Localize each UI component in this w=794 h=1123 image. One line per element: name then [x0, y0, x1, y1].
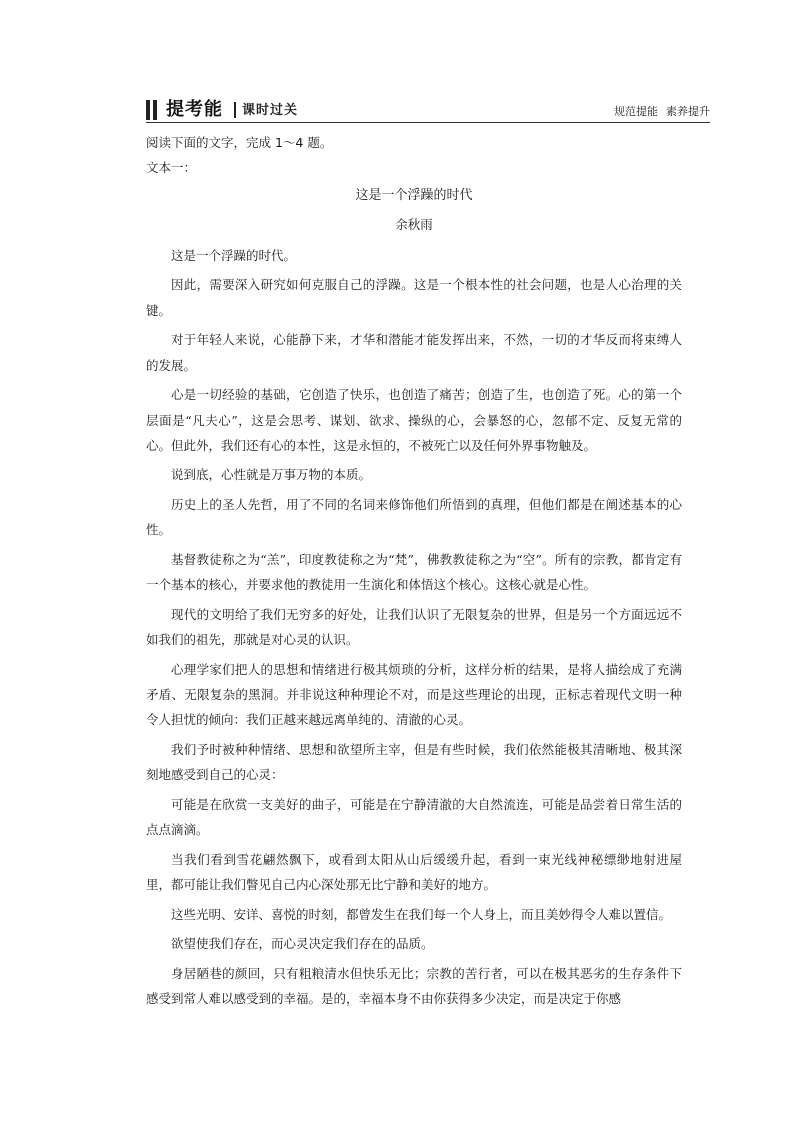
paragraph: 心是一切经验的基础，它创造了快乐，也创造了痛苦；创造了生，也创造了死。心的第一个层面是“凡夫心”，这是会思考、谋划、欲求、操纵的心，会暴怒的心，忽郁不定、反复无常的心。但此外，我们还有心的本性，这是永恒的，不被死亡以及任何外界事物触及。 — [146, 387, 682, 453]
paragraph: 心理学家们把人的思想和情绪进行极其烦琐的分析，这样分析的结果，是将人描绘成了充满矛盾、无限复杂的黑洞。并非说这种种理论不对，而是这些理论的出现，正标志着现代文明一种令人担忧的倾向：我们正越来越远离单纯的、清澈的心灵。 — [146, 661, 682, 728]
section-subtitle: 课时过关 — [242, 103, 299, 118]
document-body — [146, 130, 682, 1011]
paragraph: 说到底，心性就是万事万物的本质。 — [171, 467, 372, 483]
tagline-part-2: 素养提升 — [666, 105, 710, 118]
paragraph: 对于年轻人来说，心能静下来，才华和潜能才能发挥出来，不然，一切的才华反而将束缚人的发展。 — [146, 332, 682, 373]
header-bars-decoration — [146, 100, 162, 120]
paragraph: 身居陋巷的颜回，只有粗粮清水但快乐无比；宗教的苦行者，可以在极其恶劣的生存条件下感受到常人难以感受到的幸福。是的，幸福本身不由你获得多少决定，而是决定于你感 — [146, 965, 682, 1007]
paragraph: 欲望使我们存在，而心灵决定我们存在的品质。 — [171, 936, 434, 952]
article-title: 这是一个浮躁的时代 — [355, 187, 473, 203]
article-author: 余秋雨 — [395, 216, 433, 232]
section-title: 提考能 — [166, 99, 223, 120]
header-tagline — [614, 104, 710, 120]
paragraph: 当我们看到雪花翩然飘下，或看到太阳从山后缓缓升起，看到一束光线神秘缥缈地射进屋里，都可能让我们瞥见自己内心深处那无比宁静和美好的地方。 — [146, 851, 682, 892]
paragraph: 现代的文明给了我们无穷多的好处，让我们认识了无限复杂的世界，但是另一个方面远远不如我们的祖先，那就是对心灵的认识。 — [146, 606, 682, 648]
reading-instruction: 阅读下面的文字，完成 1～4 题。 — [146, 135, 333, 150]
paragraph: 基督教徒称之为“羔”，印度教徒称之为“梵”，佛教教徒称之为“空”。所有的宗教，都肯定有一个基本的核心，并要求他的教徒用一生演化和体悟这个核心。这核心就是心性。 — [146, 551, 682, 593]
paragraph: 我们予时被种种情绪、思想和欲望所主宰，但是有些时候，我们依然能极其清晰地、极其深刻地感受到自己的心灵： — [146, 741, 682, 783]
header-rule — [146, 122, 710, 123]
paragraph: 这些光明、安详、喜悦的时刻，都曾发生在我们每一个人身上，而且美妙得令人难以置信。 — [171, 906, 672, 922]
paragraph: 这是一个浮躁的时代。 — [171, 247, 297, 263]
tagline-part-1: 规范提能 — [614, 105, 658, 118]
section-header — [146, 98, 710, 122]
paragraph: 历史上的圣人先哲，用了不同的名词来修饰他们所悟到的真理，但他们都是在阐述基本的心性。 — [146, 497, 682, 538]
paragraph: 可能是在欣赏一支美好的曲子，可能是在宁静清澈的大自然流连，可能是品尝着日常生活的点点滴滴。 — [146, 796, 682, 838]
article-paragraphs — [146, 243, 682, 1011]
paragraph: 因此，需要深入研究如何克服自己的浮躁。这是一个根本性的社会问题，也是人心治理的关键。 — [146, 277, 682, 318]
text-label: 文本一： — [146, 160, 197, 176]
header-separator — [234, 102, 236, 118]
